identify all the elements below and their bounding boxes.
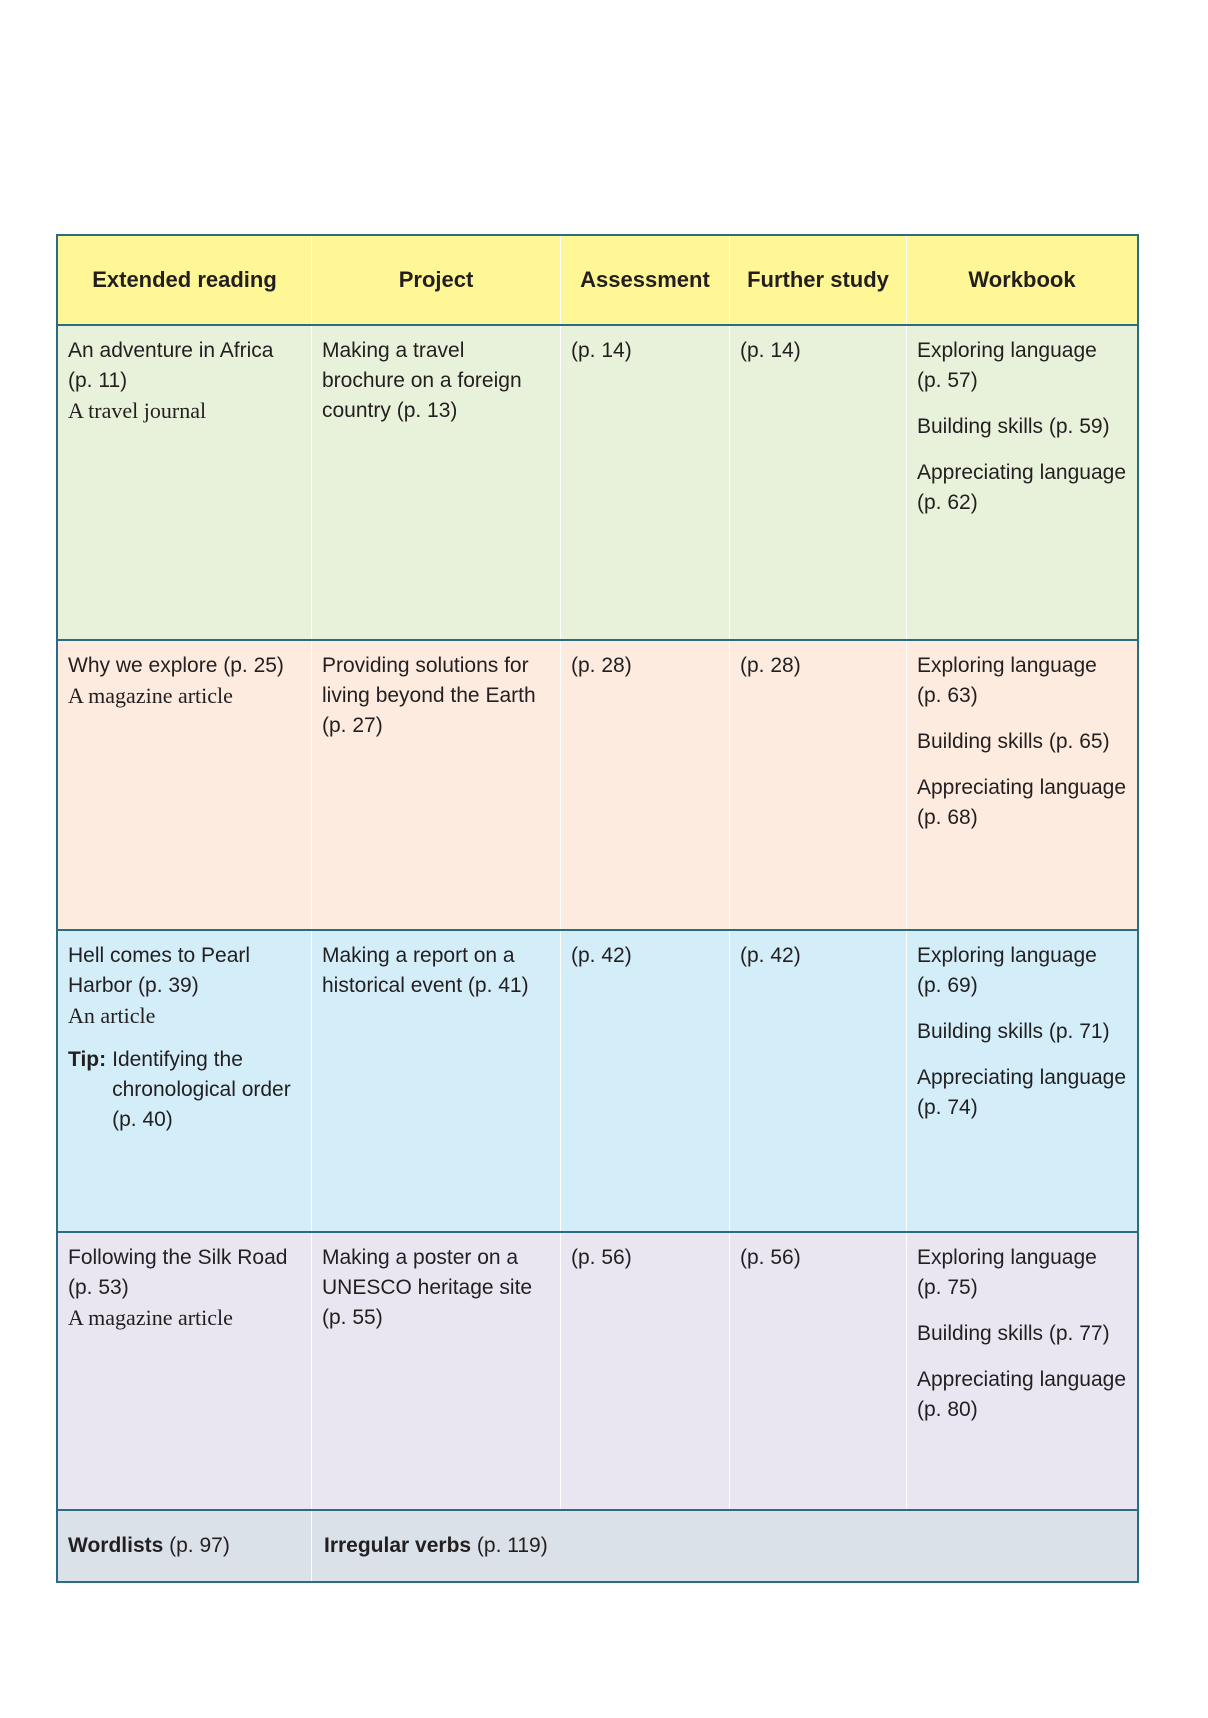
- extended-reading-cell: [58, 931, 312, 1231]
- workbook-cell: [907, 641, 1137, 929]
- workbook-item: Building skills (p. 59): [917, 415, 1110, 438]
- project-cell: Providing solutions for living beyond the Earth (p. 27): [312, 641, 561, 929]
- irregular-verbs-entry: [312, 1511, 1137, 1581]
- workbook-item: Appreciating language (p. 80): [917, 1368, 1126, 1421]
- workbook-item: Building skills (p. 65): [917, 730, 1110, 753]
- workbook-item: Building skills (p. 77): [917, 1322, 1110, 1345]
- header-extended-reading: Extended reading: [58, 236, 312, 324]
- extended-reading-cell: [58, 1233, 312, 1509]
- wordlists-page: (p. 97): [163, 1534, 230, 1557]
- project-cell: Making a poster on a UNESCO heritage site (p. 55): [312, 1233, 561, 1509]
- further-study-cell: (p. 28): [730, 641, 907, 929]
- workbook-item: Exploring language (p. 69): [917, 944, 1097, 997]
- wordlists-label: Wordlists: [68, 1534, 164, 1557]
- workbook-cell: [907, 931, 1137, 1231]
- header-assessment: Assessment: [561, 236, 730, 324]
- reading-title: Why we explore (p. 25): [68, 654, 284, 677]
- tip-label: Tip:: [68, 1048, 107, 1071]
- assessment-cell: (p. 42): [561, 931, 730, 1231]
- workbook-item: Appreciating language (p. 62): [917, 461, 1126, 514]
- table-footer-row: [58, 1511, 1137, 1581]
- assessment-cell: (p. 56): [561, 1233, 730, 1509]
- assessment-cell: (p. 28): [561, 641, 730, 929]
- irregular-verbs-label: Irregular verbs: [324, 1534, 472, 1557]
- header-further-study: Further study: [730, 236, 907, 324]
- table-row: [58, 326, 1137, 641]
- reading-title: Following the Silk Road (p. 53): [68, 1246, 288, 1299]
- workbook-item: Appreciating language (p. 68): [917, 776, 1126, 829]
- further-study-cell: (p. 14): [730, 326, 907, 639]
- extended-reading-cell: [58, 641, 312, 929]
- workbook-item: Building skills (p. 71): [917, 1020, 1110, 1043]
- header-workbook: Workbook: [968, 267, 1076, 292]
- assessment-cell: (p. 14): [561, 326, 730, 639]
- project-cell: Making a travel brochure on a foreign country (p. 13): [312, 326, 561, 639]
- workbook-cell: [907, 326, 1137, 639]
- table-row: [58, 931, 1137, 1233]
- project-cell: Making a report on a historical event (p. 41): [312, 931, 561, 1231]
- further-study-cell: (p. 42): [730, 931, 907, 1231]
- tip-text: Identifying the chronological order (p. 40): [112, 1048, 291, 1131]
- reading-type: An article: [68, 1003, 156, 1028]
- contents-table: [56, 234, 1139, 1583]
- workbook-item: Exploring language (p. 57): [917, 339, 1097, 392]
- further-study-cell: (p. 56): [730, 1233, 907, 1509]
- reading-type: A magazine article: [68, 683, 233, 708]
- table-header-row: [58, 236, 1137, 326]
- table-row: [58, 641, 1137, 931]
- reading-type: A magazine article: [68, 1305, 233, 1330]
- workbook-item: Exploring language (p. 63): [917, 654, 1097, 707]
- reading-title: An adventure in Africa (p. 11): [68, 339, 274, 392]
- wordlists-entry: [58, 1511, 312, 1581]
- reading-type: A travel journal: [68, 398, 207, 423]
- header-project: Project: [312, 236, 561, 324]
- workbook-cell: [907, 1233, 1137, 1509]
- workbook-item: Appreciating language (p. 74): [917, 1066, 1126, 1119]
- reading-tip: [68, 1045, 301, 1135]
- table-row: [58, 1233, 1137, 1511]
- workbook-item: Exploring language (p. 75): [917, 1246, 1097, 1299]
- irregular-verbs-page: (p. 119): [471, 1534, 548, 1557]
- reading-title: Hell comes to Pearl Harbor (p. 39): [68, 944, 251, 997]
- extended-reading-cell: [58, 326, 312, 639]
